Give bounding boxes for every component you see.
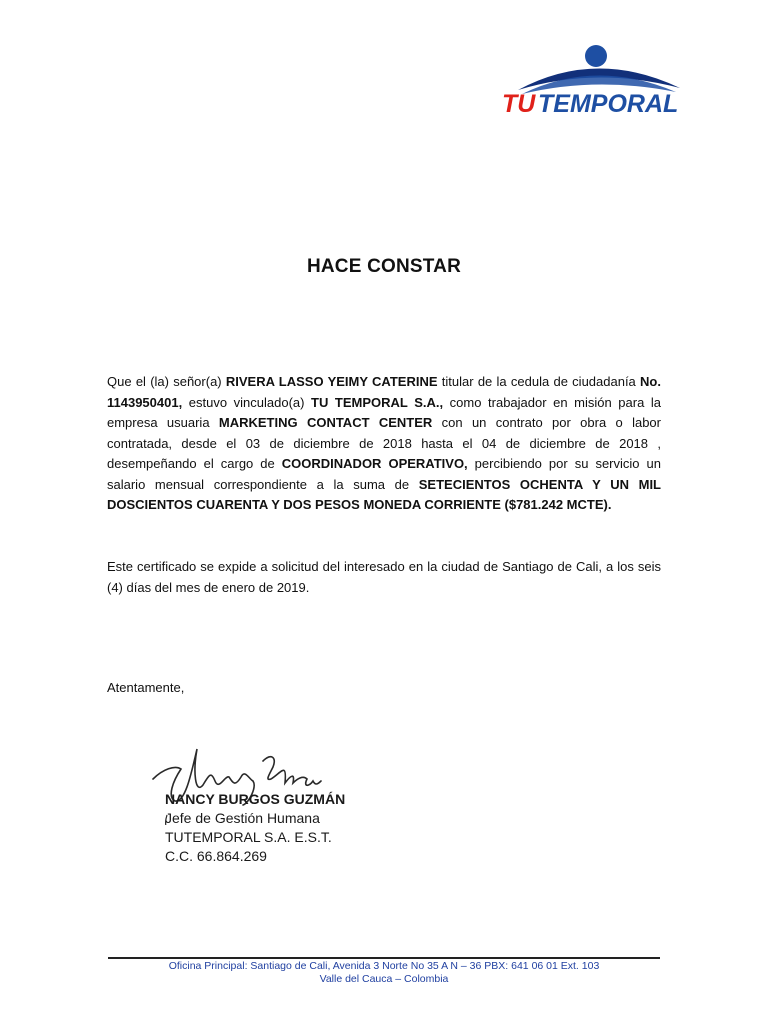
svg-text:TU: TU <box>502 90 536 118</box>
footer-divider <box>108 957 660 959</box>
signer-block <box>165 790 345 866</box>
closing-salutation: Atentamente, <box>107 680 185 695</box>
id-number: No. 1143950401, <box>107 374 661 410</box>
footer <box>0 960 768 986</box>
svg-text:TEMPORAL: TEMPORAL <box>538 90 679 118</box>
signer-id: C.C. 66.864.269 <box>165 848 267 864</box>
employer-name: TU TEMPORAL S.A., <box>311 394 444 410</box>
signer-role: Jefe de Gestión Humana <box>165 810 320 826</box>
issuance-statement: Este certificado se expide a solicitud del interesado en la ciudad de Santiago de Cali, a los seis (4) días del mes de enero de 2019. <box>107 559 661 595</box>
employee-name: RIVERA LASSO YEIMY CATERINE <box>225 374 438 389</box>
certificate-body: Que el (la) señor(a) RIVERA LASSO YEIMY CATERINE titular de la cedula de ciudadanía No. 1143950401, estuvo vinculado(a) TU TEMPORAL S.A., como trabajador en misión para la empresa usuaria MARKETING CONTACT CENTER con un contrato por obra o labor contratada, desde el 03 de diciembre de 2018 hasta el 04 de diciembre de 2018 , desempeñando el cargo de COORDINADOR OPERATIVO, percibiendo por su servicio un salario mensual correspondiente a la suma de SETECIENTOS OCHENTA Y UN MIL DOSCIENTOS CUARENTA Y DOS PESOS MONEDA CORRIENTE ($781.242 MCTE). <box>107 374 662 512</box>
client-company: MARKETING CONTACT CENTER <box>218 415 433 430</box>
signer-company: TUTEMPORAL S.A. E.S.T. <box>165 829 332 845</box>
tutemporal-logo-icon <box>498 44 703 120</box>
job-position: COORDINADOR OPERATIVO, <box>281 456 468 471</box>
signer-name: NANCY BURGOS GUZMÁN <box>165 791 346 807</box>
salary-amount: SETECIENTOS OCHENTA Y UN MIL DOSCIENTOS CUARENTA Y DOS PESOS MONEDA CORRIENTE ($781.242 MCTE). <box>107 476 662 512</box>
footer-region: Valle del Cauca – Colombia <box>319 973 449 985</box>
document-title: HACE CONSTAR <box>306 256 462 277</box>
company-logo <box>498 44 703 120</box>
footer-address: Oficina Principal: Santiago de Cali, Avenida 3 Norte No 35 A N – 36 PBX: 641 06 01 Ext. 103 <box>168 960 600 972</box>
